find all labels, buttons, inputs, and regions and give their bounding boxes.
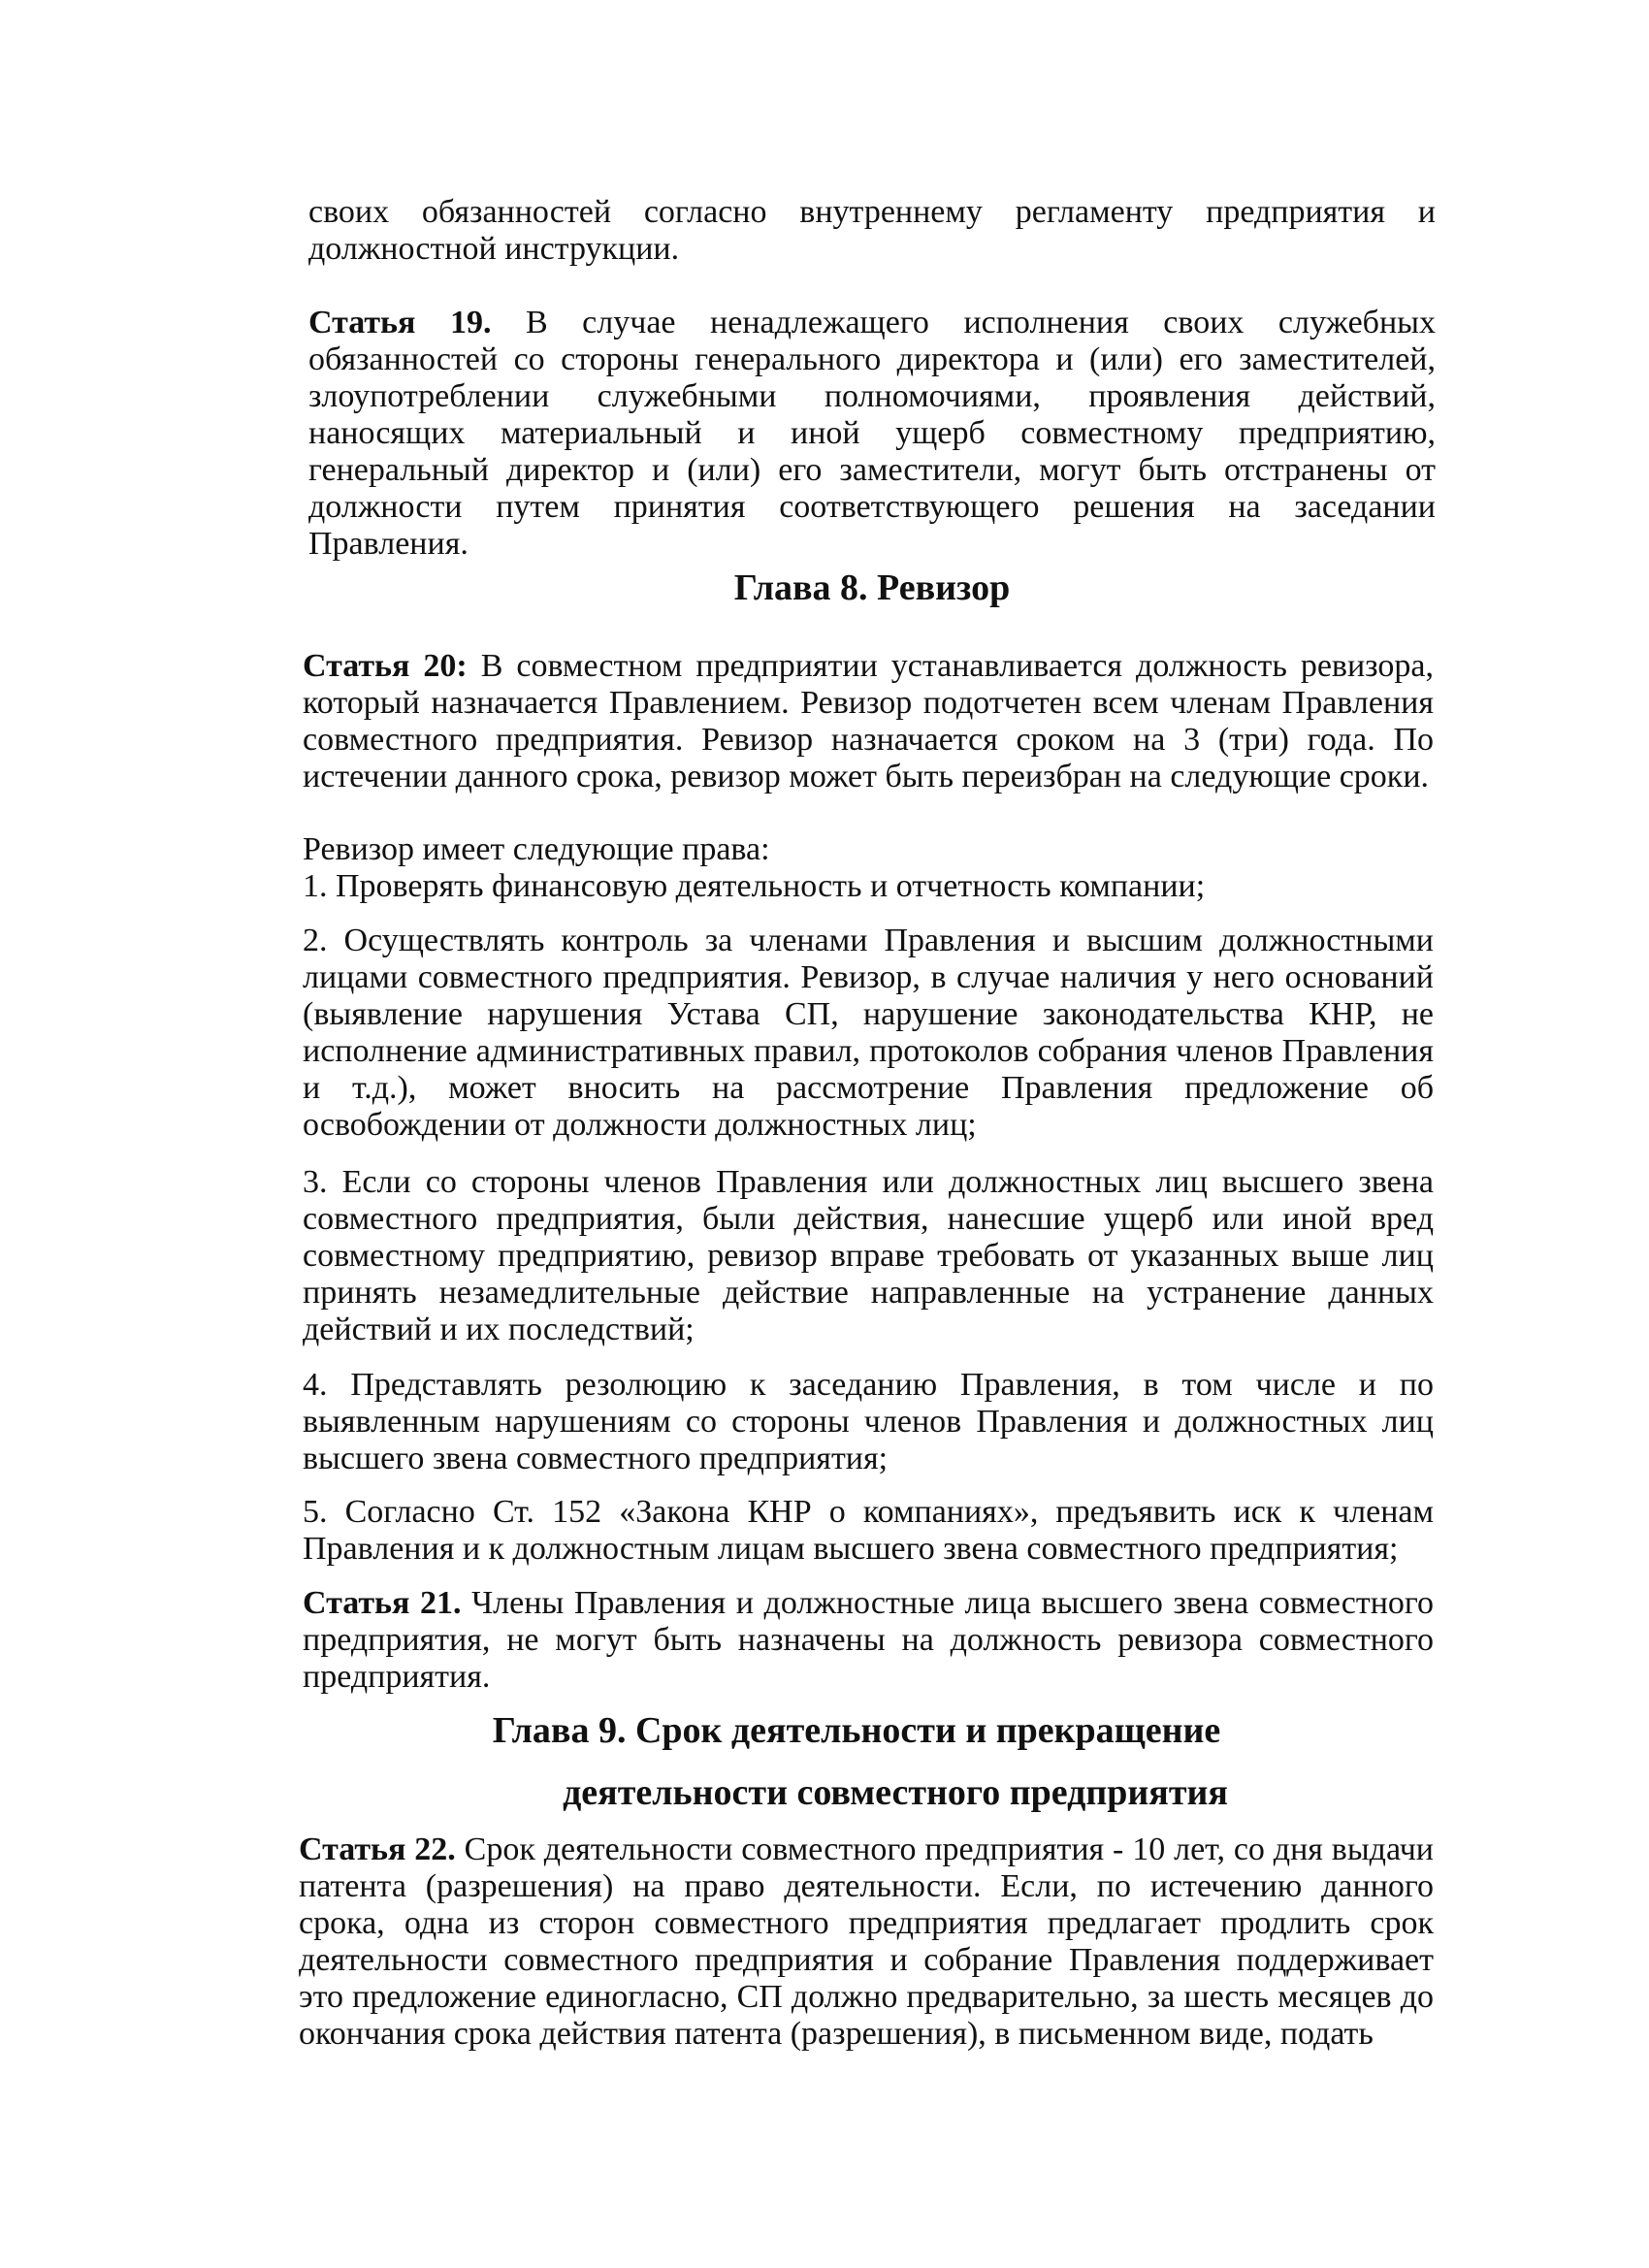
article-22-paragraph: [299, 1831, 1434, 2053]
article-21-text: Члены Правления и должностные лица высшего звена совместного предприятия, не могут быть назначены на должность ревизора совместного предприятия.: [303, 1585, 1434, 1695]
rights-intro-text: Ревизор имеет следующие права:: [303, 831, 770, 867]
rights-item-1: [303, 868, 1434, 905]
continuation-paragraph: [308, 194, 1436, 268]
rights-item-5: [303, 1494, 1434, 1568]
rights-item-1-text: 1. Проверять финансовую деятельность и отчетность компании;: [303, 868, 1206, 904]
rights-item-4-text: 4. Представлять резолюцию к заседанию Правления, в том числе и по выявленным нарушениям со стороны членов Правления и должностных лиц высшего звена совместного предприятия;: [303, 1367, 1434, 1476]
article-19-text: В случае ненадлежащего исполнения своих служебных обязанностей со стороны генерального директора и (или) его заместителей, злоупотреблении служебными полномочиями, проявления действий, наносящих материальный и иной ущерб совместному предприятию, генеральный директор и (или) его заместители, могут быть отстранены от должности путем принятия соответствующего решения на заседании Правления.: [308, 305, 1437, 562]
rights-item-3-text: 3. Если со стороны членов Правления или должностных лиц высшего звена совместного предприятия, были действия, нанесшие ущерб или иной вред совместному предприятию, ревизор вправе требовать от указанных выше лиц принять незамедлительные действие направленные на устранение данных действий и их последствий;: [303, 1164, 1434, 1347]
article-20-paragraph: [303, 648, 1434, 795]
rights-item-4: [303, 1367, 1434, 1477]
rights-item-2-text: 2. Осуществлять контроль за членами Правления и высшим должностными лицами совместного предприятия. Ревизор, в случае наличия у него оснований (выявление нарушения Устава СП, нарушение законодательства КНР, не исполнение административных правил, протоколов собрания членов Правления и т.д.), может вносить на рассмотрение Правления предложение об освобождении от должности должностных лиц;: [303, 923, 1434, 1143]
rights-item-2: [303, 923, 1434, 1144]
article-21-paragraph: [303, 1585, 1434, 1696]
rights-item-5-text: 5. Согласно Ст. 152 «Закона КНР о компаниях», предъявить иск к членам Правления и к должностным лицам высшего звена совместного предприятия;: [303, 1494, 1434, 1567]
rights-item-3: [303, 1164, 1434, 1348]
rights-intro: [303, 831, 1434, 868]
article-22-text: Срок деятельности совместного предприятия - 10 лет, со дня выдачи патента (разрешения) на право деятельности. Если, по истечению данного срока, одна из сторон совместного предприятия предлагает продлить срок деятельности совместного предприятия и собрание Правления поддерживает это предложение единогласно, СП должно предварительно, за шесть месяцев до окончания срока действия патента (разрешения), в письменном виде, подать: [299, 1831, 1434, 2052]
article-19-label: Статья 19.: [308, 305, 492, 340]
chapter-9-heading-line-1: Глава 9. Срок деятельности и прекращение: [492, 1710, 1221, 1751]
article-20-label: Статья 20:: [303, 648, 468, 684]
article-21-label: Статья 21.: [303, 1585, 462, 1621]
chapter-9-heading-line-2: деятельности совместного предприятия: [563, 1772, 1228, 1813]
article-22-label: Статья 22.: [299, 1831, 456, 1867]
article-20-text: В совместном предприятии устанавливается должность ревизора, который назначается Правлением. Ревизор подотчетен всем членам Правления совместного предприятия. Ревизор назначается сроком на 3 (три) года. По истечении данного срока, ревизор может быть переизбран на следующие сроки.: [303, 648, 1435, 794]
chapter-8-heading: Глава 8. Ревизор: [733, 567, 1011, 608]
article-19-paragraph: [308, 305, 1436, 563]
continuation-text: своих обязанностей согласно внутреннему регламенту предприятия и должностной инструкции.: [308, 194, 1436, 267]
